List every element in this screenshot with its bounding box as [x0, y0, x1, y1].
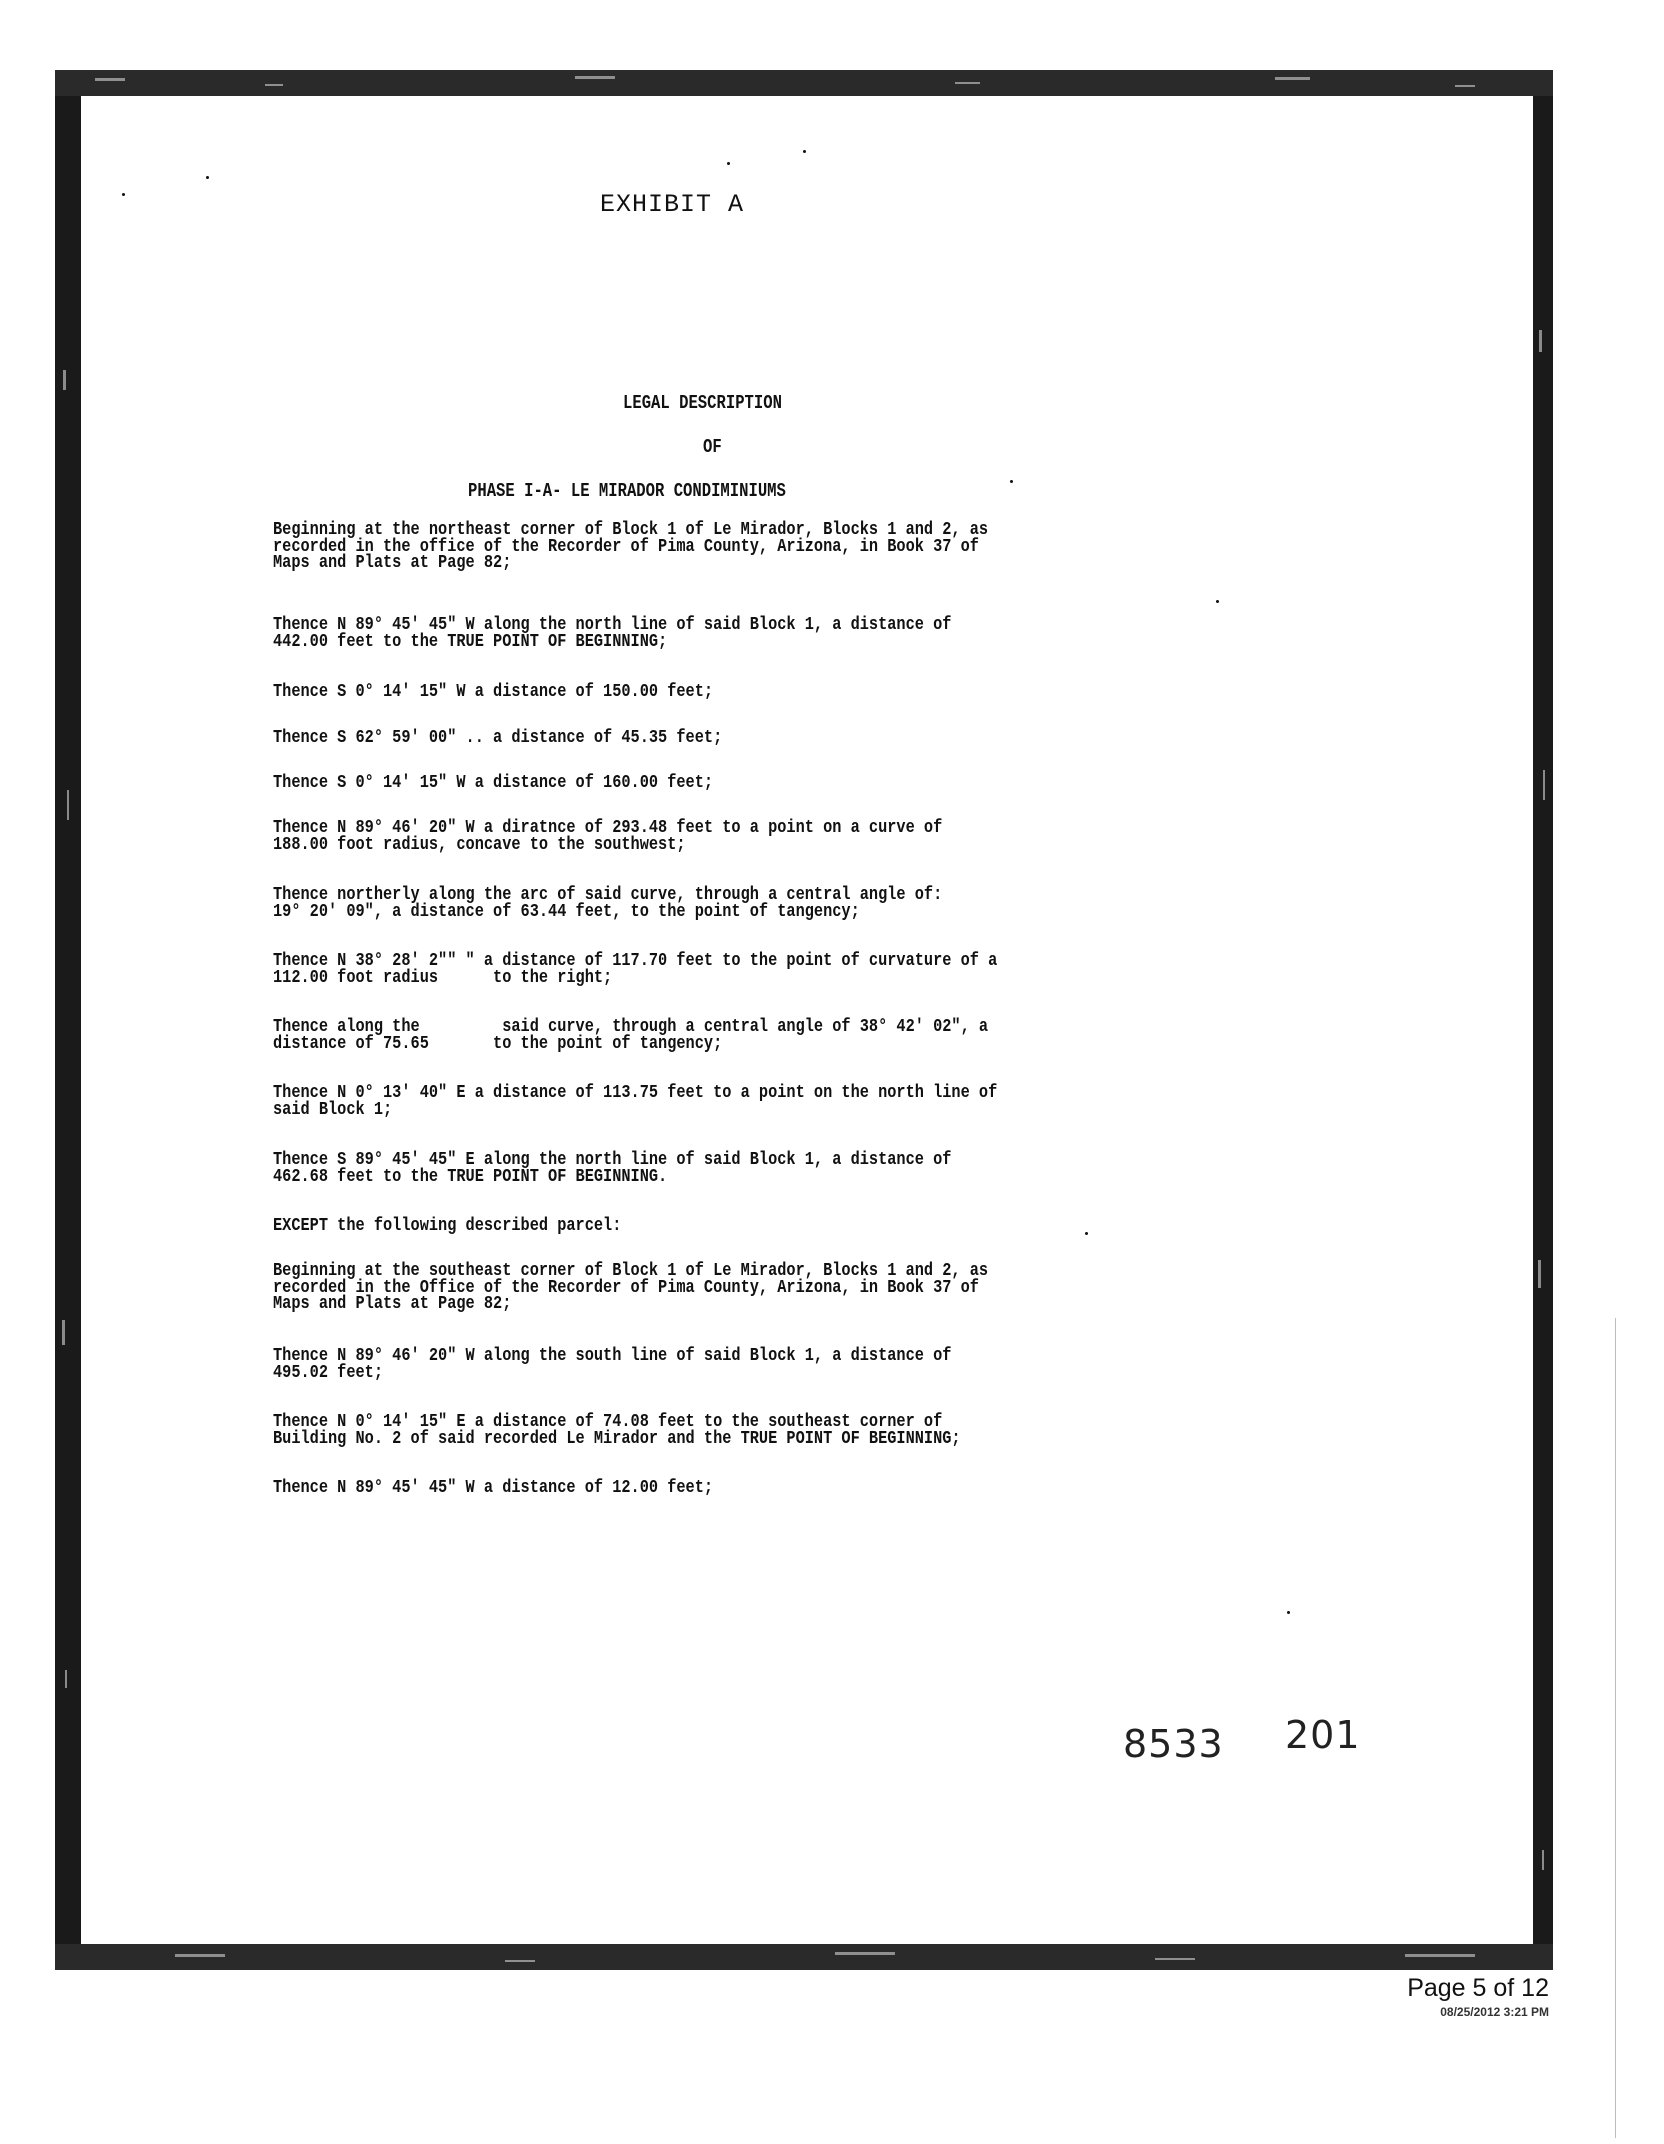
paragraph-13: Thence N 89° 46' 20" W along the south line of said Block 1, a distance of 495.02 feet;	[273, 1346, 952, 1383]
paragraph-9: Thence N 0° 13' 40" E a distance of 113.75 feet to a point on the north line of said Block 1;	[273, 1083, 998, 1120]
scan-speck	[1085, 1232, 1088, 1235]
page-indicator: Page 5 of 12	[1407, 1974, 1549, 2002]
legal-description-title: LEGAL DESCRIPTION	[623, 392, 782, 414]
scan-speck	[803, 150, 806, 153]
phase-heading: PHASE I-A- LE MIRADOR CONDIMINIUMS	[468, 480, 786, 502]
paragraph-0: Beginning at the northeast corner of Block 1 of Le Mirador, Blocks 1 and 2, as recorded in the office of the Recorder of Pima County, Arizona, in Book 37 of Maps and Plats at Page 82;	[273, 520, 989, 573]
print-timestamp: 08/25/2012 3:21 PM	[1440, 2005, 1549, 2019]
right-margin-rule	[1615, 1318, 1616, 2138]
paragraph-12: Beginning at the southeast corner of Block 1 of Le Mirador, Blocks 1 and 2, as recorded in the Office of the Recorder of Pima County, Arizona, in Book 37 of Maps and Plats at Page 82;	[273, 1261, 989, 1314]
recording-page-number: 201	[1285, 1713, 1361, 1757]
paragraph-1: Thence N 89° 45' 45" W along the north line of said Block 1, a distance of 442.00 feet to the TRUE POINT OF BEGINNING;	[273, 615, 952, 652]
paragraph-5: Thence N 89° 46' 20" W a diratnce of 293.48 feet to a point on a curve of 188.00 foot radius, concave to the southwest;	[273, 818, 943, 855]
paragraph-8: Thence along the said curve, through a central angle of 38° 42' 02", a distance of 75.65 to the point of tangency;	[273, 1017, 989, 1054]
scan-speck	[122, 193, 125, 196]
legal-description-of: OF	[703, 436, 722, 458]
exhibit-heading: EXHIBIT A	[600, 190, 745, 219]
page-footer	[1407, 1974, 1549, 2019]
paragraph-15: Thence N 89° 45' 45" W a distance of 12.00 feet;	[273, 1478, 714, 1498]
scan-speck	[206, 176, 209, 179]
scan-speck	[727, 162, 730, 165]
paragraph-6: Thence northerly along the arc of said curve, through a central angle of: 19° 20' 09", a distance of 63.44 feet, to the point of tangency;	[273, 885, 943, 922]
paragraph-14: Thence N 0° 14' 15" E a distance of 74.08 feet to the southeast corner of Building No. 2 of said recorded Le Mirador and the TRUE POINT OF BEGINNING;	[273, 1412, 961, 1449]
scan-speck	[1010, 480, 1013, 483]
paragraph-11: EXCEPT the following described parcel:	[273, 1216, 622, 1236]
recording-book-number: 8533	[1123, 1722, 1224, 1766]
paragraph-10: Thence S 89° 45' 45" E along the north line of said Block 1, a distance of 462.68 feet to the TRUE POINT OF BEGINNING.	[273, 1150, 952, 1187]
paragraph-2: Thence S 0° 14' 15" W a distance of 150.00 feet;	[273, 682, 714, 702]
paragraph-4: Thence S 0° 14' 15" W a distance of 160.00 feet;	[273, 773, 714, 793]
scan-speck	[1287, 1611, 1290, 1614]
paragraph-7: Thence N 38° 28' 2"" " a distance of 117.70 feet to the point of curvature of a 112.00 foot radius to the right;	[273, 951, 998, 988]
paragraph-3: Thence S 62° 59' 00" .. a distance of 45.35 feet;	[273, 728, 723, 748]
scan-speck	[1216, 600, 1219, 603]
